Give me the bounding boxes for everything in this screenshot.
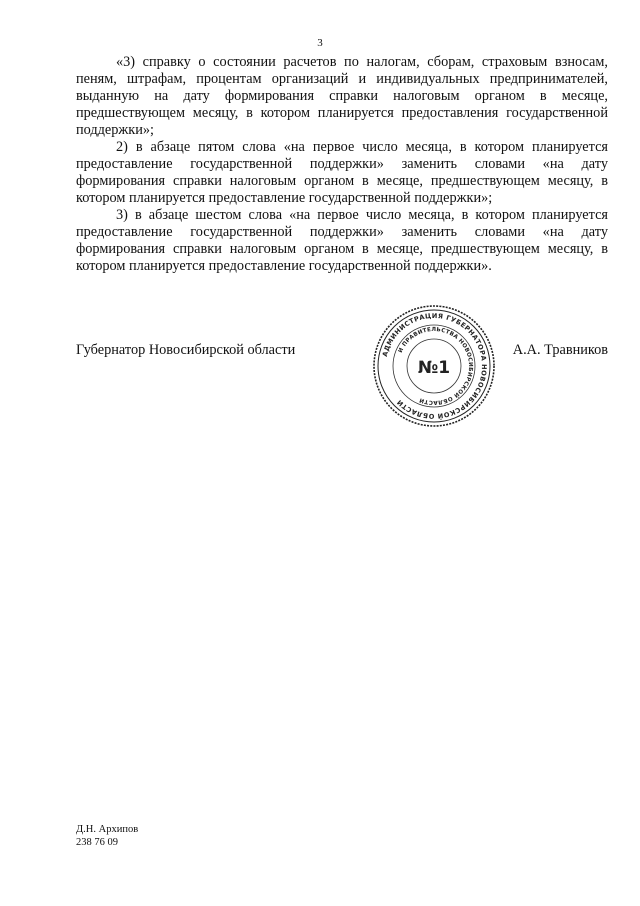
paragraph-1: «3) справку о состоянии расчетов по налогам, сборам, страховым взносам, пеням, штрафам, процентам организаций и индивидуальных предпринимателей, выданную на дату формирования справки налоговым органом в месяце, предшествующем месяцу, в котором планируется предоставления государственной поддержки»; — [76, 54, 608, 138]
seal-outer-text: АДМИНИСТРАЦИЯ ГУБЕРНАТОРА НОВОСИБИРСКОЙ ОБЛАСТИ — [380, 311, 489, 421]
seal-inner-text: И ПРАВИТЕЛЬСТВА НОВОСИБИРСКОЙ ОБЛАСТИ — [397, 326, 474, 406]
paragraph-3: 3) в абзаце шестом слова «на первое число месяца, в котором планируется предоставление государственной поддержки» заменить словами «на дату формирования справки налоговым органом в месяце, предшествующем месяцу, в котором планируется предоставление государственной поддержки». — [76, 207, 608, 274]
official-seal — [372, 304, 496, 428]
executor-name: Д.Н. Архипов — [76, 824, 139, 835]
paragraph-2: 2) в абзаце пятом слова «на первое число месяца, в котором планируется предоставление государственной поддержки» заменить словами «на дату формирования справки налоговым органом в месяце, предшествующем месяцу, в котором планируется предоставление государственной поддержки»; — [76, 139, 608, 206]
signatory-position: Губернатор Новосибирской области — [76, 342, 296, 358]
seal-number: №1 — [417, 358, 451, 378]
document-body — [76, 54, 608, 275]
signature-block — [76, 342, 608, 362]
signatory-name: А.А. Травников — [512, 342, 608, 358]
page-number: 3 — [317, 37, 323, 49]
executor-info — [76, 823, 138, 849]
executor-phone: 238 76 09 — [76, 837, 118, 848]
